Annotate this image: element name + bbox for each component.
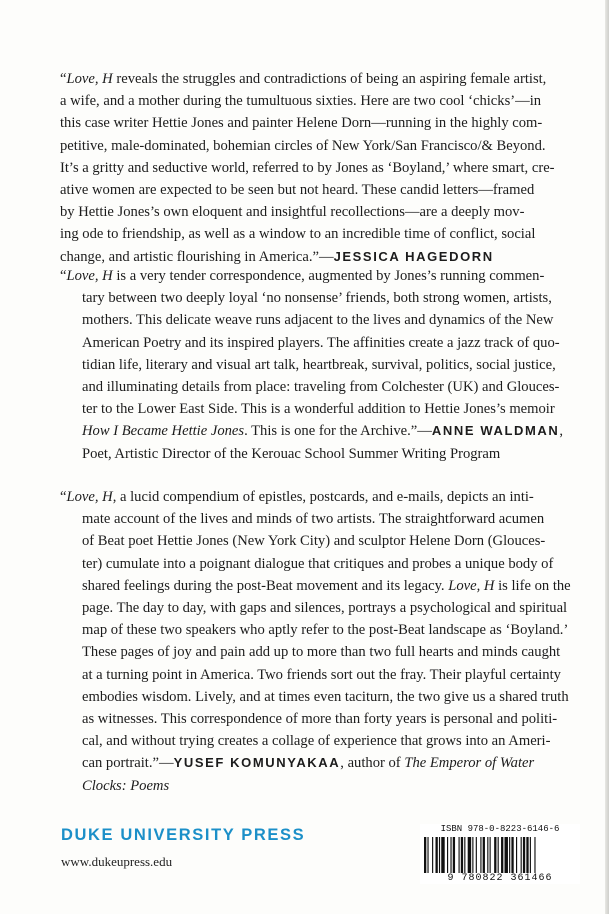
barcode-bar <box>534 837 535 873</box>
blurb-line: tidian life, literary and visual art talk, heartbreak, survival, politics, social justice, <box>82 356 556 373</box>
barcode-bar <box>432 837 433 873</box>
blurb-line: mothers. This delicate weave runs adjacent to the lives and dynamics of the New <box>82 312 554 329</box>
barcode-bar <box>487 837 488 873</box>
blurb-credit: YUSEF KOMUNYAKAA <box>173 755 341 771</box>
barcode-bar <box>521 837 522 873</box>
barcode-bar <box>461 837 463 873</box>
blurb-line: ter to the Lower East Side. This is a wonderful addition to Hettie Jones’s memoir <box>82 401 555 418</box>
barcode-bar <box>436 837 438 873</box>
barcode-bar <box>483 837 485 873</box>
barcode-bars <box>422 837 578 873</box>
blurb-line: “Love, H is a very tender correspondence, augmented by Jones’s running commen- <box>60 268 545 284</box>
barcode-bar <box>447 837 448 873</box>
blurb-credit: ANNE WALDMAN <box>431 423 560 439</box>
blurb-line: petitive, male-dominated, bohemian circles of New York/San Francisco/& Beyond. <box>60 137 546 154</box>
barcode-bar <box>505 837 508 873</box>
blurb-line: embodies wisdom. Lively, and at times even taciturn, the two give us a shared truth <box>82 688 569 705</box>
publisher-name: DUKE UNIVERSITY PRESS <box>61 826 306 844</box>
barcode-bar <box>450 837 451 873</box>
blurb-line: “Love, H reveals the struggles and contradictions of being an aspiring female artist, <box>60 71 547 87</box>
blurb-line: and illuminating details from place: traveling from Colchester (UK) and Glouces- <box>82 379 560 396</box>
blurb-line: change, and artistic flourishing in America.”—JESSICA HAGEDORN <box>60 248 494 265</box>
blurb-line: tary between two deeply loyal ‘no nonsense’ friends, both strong women, artists, <box>82 290 552 307</box>
barcode-bar <box>511 837 513 873</box>
blurb-waldman <box>60 265 575 465</box>
blurb-line: this case writer Hettie Jones and painter Helene Dorn—running in the highly com- <box>60 115 543 132</box>
blurb-line: ative women are expected to be seen but not heard. These candid letters—framed <box>60 182 535 199</box>
blurb-credit: JESSICA HAGEDORN <box>333 248 494 264</box>
publisher-url: www.dukeupress.edu <box>61 854 173 869</box>
blurb-komunyakaa <box>60 486 575 797</box>
barcode-bar <box>468 837 471 873</box>
blurb-line: map of these two speakers who aptly refer to the post-Beat landscape as ‘Boyland.’ <box>82 622 569 639</box>
blurb-line: a wife, and a mother during the tumultuous sixties. Here are two cool ‘chicks’—in <box>60 93 542 110</box>
barcode-bar <box>439 837 440 873</box>
blurb-line: of Beat poet Hettie Jones (New York City) and sculptor Helene Dorn (Glouces- <box>82 533 546 550</box>
barcode-bar <box>464 837 465 873</box>
barcode-bar <box>526 837 528 873</box>
barcode-bar <box>424 837 426 873</box>
barcode-bar <box>453 837 455 873</box>
blurb-line: can portrait.”—YUSEF KOMUNYAKAA, author of The Emperor of Water <box>82 755 535 772</box>
barcode-bar <box>427 837 428 873</box>
barcode-digits: 9 780822 361466 <box>447 873 553 884</box>
blurb-line: at a turning point in America. Two friends sort out the fray. Their playful certainty <box>82 666 561 683</box>
blurb-line: as witnesses. This correspondence of more than forty years is personal and politi- <box>82 711 558 728</box>
barcode-bar <box>472 837 473 873</box>
blurb-line: by Hettie Jones’s own eloquent and insightful recollections—are a deeply mov- <box>60 204 525 221</box>
barcode-bar <box>476 837 477 873</box>
isbn-barcode <box>420 824 580 884</box>
blurb-line: Poet, Artistic Director of the Kerouac School Summer Writing Program <box>82 445 501 462</box>
blurb-line: page. The day to day, with gaps and silences, portrays a psychological and spiritual <box>82 600 568 617</box>
barcode-bar <box>501 837 503 873</box>
blurb-line: cal, and without trying creates a collage of experience that grows into an Ameri- <box>82 733 551 750</box>
blurb-line: How I Became Hettie Jones. This is one for the Archive.”—ANNE WALDMAN, <box>82 423 564 440</box>
blurb-line: American Poetry and its inspired players. The affinities create a jazz track of quo- <box>82 334 560 351</box>
barcode-bar <box>498 837 499 873</box>
barcode-bar <box>516 837 517 873</box>
blurb-hagedorn <box>60 68 575 268</box>
blurb-line: It’s a gritty and seductive world, referred to by Jones as ‘Boyland,’ where smart, cre- <box>60 159 555 176</box>
barcode-bar <box>459 837 460 873</box>
blurb-line: These pages of joy and pain add up to more than two full hearts and minds caught <box>82 644 561 661</box>
blurb-line: mate account of the lives and minds of two artists. The straightforward acumen <box>82 511 545 528</box>
blurb-line: ter) cumulate into a poignant dialogue that critiques and probes a unique body of <box>82 555 554 572</box>
blurb-line: Clocks: Poems <box>82 777 170 794</box>
barcode-bar <box>441 837 444 873</box>
barcode-bar <box>494 837 496 873</box>
barcode-bar <box>490 837 491 873</box>
blurb-line: ing ode to friendship, as well as a window to an incredible time of conflict, social <box>60 226 536 243</box>
barcode-bar <box>480 837 481 873</box>
cover-edge <box>605 0 609 914</box>
barcode-bar <box>509 837 510 873</box>
barcode-bar <box>530 837 531 873</box>
blurb-line: “Love, H, a lucid compendium of epistles, postcards, and e-mails, depicts an inti- <box>60 489 534 505</box>
isbn-label: ISBN 978-0-8223-6146-6 <box>440 824 560 834</box>
blurb-line: shared feelings during the post-Beat movement and its legacy. Love, H is life on the <box>82 577 571 594</box>
barcode-bar <box>523 837 525 873</box>
